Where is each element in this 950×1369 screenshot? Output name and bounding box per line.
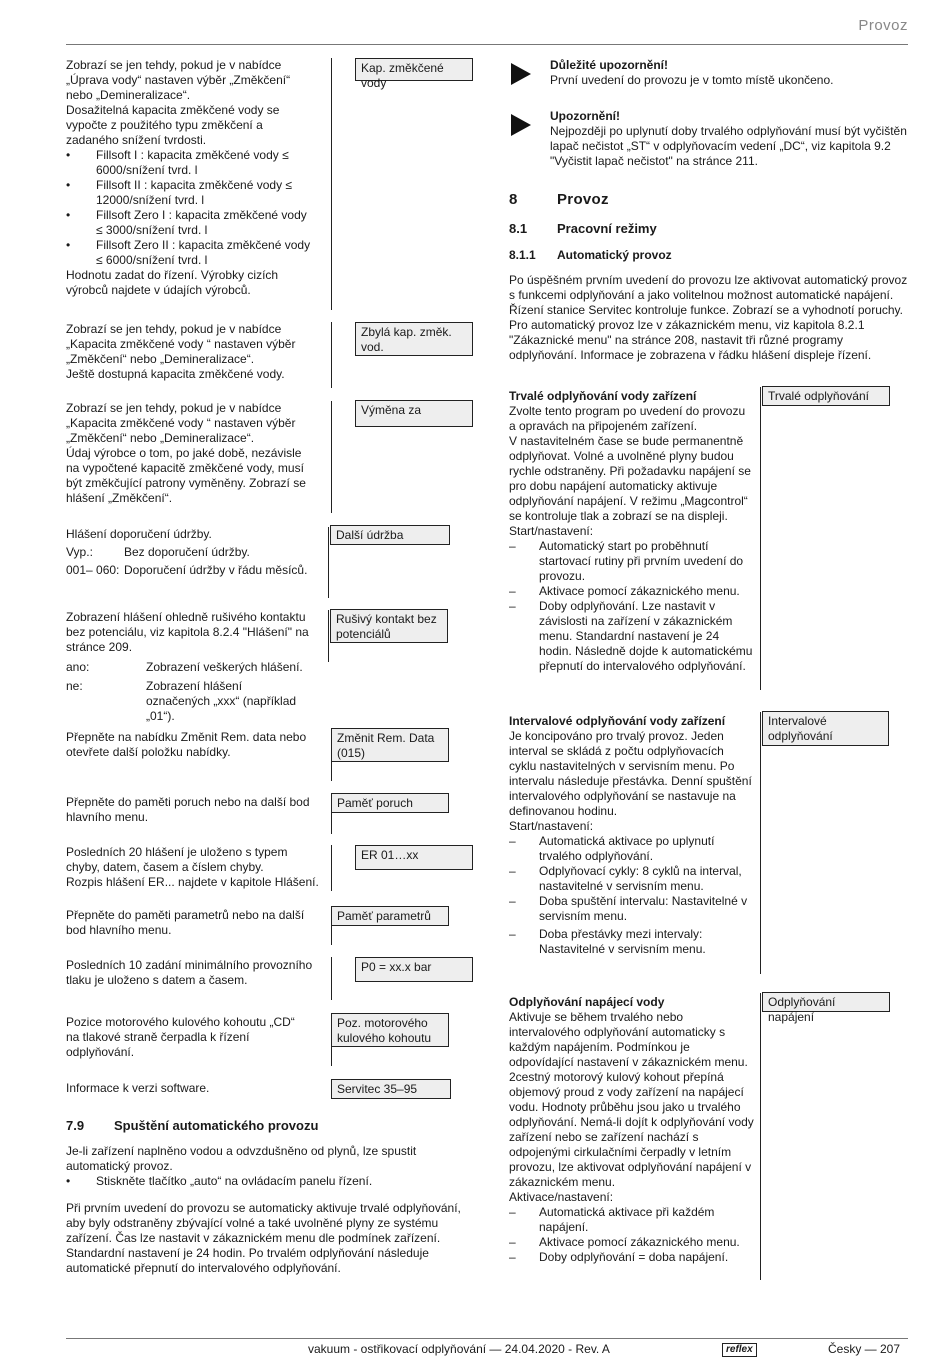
- row-divider: [331, 957, 332, 1000]
- block-trvale: [509, 389, 754, 674]
- list-item: – Automatická aktivace po uplynutí trvalého odplyňování.: [539, 834, 754, 864]
- list-item: – Aktivace pomocí zákaznického menu.: [539, 584, 754, 599]
- paragraph: Je-li zařízení naplněno vodou a odvzdušněno od plynů, lze spustit automatický provoz.: [66, 1144, 417, 1173]
- paragraph: Při prvním uvedení do provozu se automaticky aktivuje trvalé odplyňování, aby byly odstraněny zbývající volné a také uvolněné plyny ze systému zařízení. Čas lze nastavit v zákaznickém menu dle podmínek zařízení. Standardní nastavení je 24 hodin. Po trvalém odplyňování následuje automatické přepnutí do intervalového odplyňování.: [66, 1201, 461, 1275]
- list-item: – Aktivace pomocí zákaznického menu.: [539, 1235, 754, 1250]
- section-heading-8-1: [509, 221, 657, 236]
- paragraph: Start/nastavení:: [509, 819, 594, 833]
- block-title: Odplyňování napájecí vody: [509, 995, 665, 1009]
- footer-rule: [66, 1338, 908, 1339]
- dash-list: [509, 834, 754, 957]
- definition-term: Vyp.:: [66, 545, 93, 559]
- notice-title: Upozornění!: [550, 109, 620, 123]
- row-er-text: [66, 845, 321, 890]
- menu-label-dalsi-udrzba: Další údržba: [330, 525, 450, 545]
- list-item: – Doba spuštění intervalu: Nastavitelné v servisním menu.: [539, 894, 754, 924]
- menu-label-servitec: Servitec 35–95: [331, 1079, 451, 1099]
- row-divider: [331, 322, 332, 388]
- footer-doc-title: vakuum - ostřikovací odplyňování — 24.04.2020 - Rev. A: [308, 1342, 610, 1356]
- list-item: – Odplyňovací cykly: 8 cyklů na interval, nastavitelné v servisním menu.: [539, 864, 754, 894]
- chapter-heading-8: [509, 192, 609, 207]
- definition-term: ano:: [66, 660, 90, 674]
- row-zbyla-kap-text: [66, 322, 316, 382]
- row-p0-text: [66, 958, 316, 988]
- row-rusivy-kontakt-text: [66, 610, 321, 724]
- dash-list: [509, 539, 754, 674]
- notice-upozorneni: [550, 109, 915, 169]
- definition-desc: Doporučení údržby v řádu měsíců.: [124, 563, 308, 577]
- footer-page-number: Česky — 207: [828, 1342, 901, 1356]
- row-divider: [328, 527, 329, 598]
- paragraph: Posledních 20 hlášení je uloženo s typem chyby, datem, časem a číslem chyby.: [66, 845, 288, 874]
- definition-row: [66, 545, 316, 560]
- row-divider: [328, 610, 329, 662]
- paragraph: Ještě dostupná kapacita změkčené vody.: [66, 367, 285, 381]
- notice-text: Nejpozději po uplynutí doby trvalého odplyňování musí být vyčištěn lapač nečistot „ST“ v odplyňovacím vedení „DC“, viz kapitola 9.2 "Vyčistit lapač nečistot" na stránce 211.: [550, 124, 907, 168]
- header-section-title: Provoz: [858, 17, 908, 34]
- paragraph: Aktivace/nastavení:: [509, 1190, 614, 1204]
- list-item: – Automatická aktivace při každém napájení.: [539, 1205, 754, 1235]
- paragraph: Rozpis hlášení ER... najdete v kapitole Hlášení.: [66, 875, 319, 889]
- paragraph: Dosažitelná kapacita změkčené vody se vypočte z použitého typu změkčení a zadaného snížení tvrdosti.: [66, 103, 280, 147]
- menu-label-kap-zmekcene: Kap. změkčené vody: [355, 58, 473, 81]
- list-item: • Fillsoft Zero II : kapacita změkčené vody ≤ 6000/snížení tvrd. l: [96, 238, 316, 268]
- intro-text: [509, 273, 909, 363]
- bullet-list: [66, 1174, 466, 1189]
- definition-term: ne:: [66, 679, 83, 693]
- list-item: • Fillsoft I : kapacita změkčené vody ≤ 6000/snížení tvrd. l: [96, 148, 316, 178]
- notice-important: [550, 58, 910, 88]
- definition-term: 001– 060:: [66, 563, 120, 577]
- row-servitec-text: [66, 1081, 316, 1096]
- menu-label-pamet-parametru: Paměť parametrů: [331, 906, 449, 926]
- definition-desc: Zobrazení veškerých hlášení.: [146, 660, 303, 674]
- paragraph: Přepněte do paměti poruch nebo na další bod hlavního menu.: [66, 795, 310, 824]
- row-divider: [760, 993, 761, 1280]
- paragraph: Je koncipováno pro trvalý provoz. Jeden interval se skládá z počtu odplyňovacích cyklu nastavitelných v servisním menu. Po intervalu následuje přestávka. Denní spuštění intervalového odplyňování se nastavuje na definovanou hodinu.: [509, 729, 752, 818]
- row-pamet-poruch-text: [66, 795, 316, 825]
- row-vymena-text: [66, 401, 316, 506]
- section-number: 7.9: [66, 1118, 85, 1133]
- block-title: Trvalé odplyňování vody zařízení: [509, 389, 697, 403]
- section-7-9-body: [66, 1144, 466, 1276]
- chapter-title: Provoz: [557, 191, 609, 208]
- paragraph: Zobrazí se jen tehdy, pokud je v nabídce „Kapacita změkčené vody “ nastaven výběr „Změkčení“ nebo „Demineralizace“.: [66, 322, 296, 366]
- reflex-logo: reflex: [722, 1343, 757, 1357]
- list-item: – Doba přestávky mezi intervaly: Nastavitelné v servisním menu.: [539, 927, 754, 957]
- list-item: – Doby odplyňování = doba napájení.: [539, 1250, 754, 1265]
- row-divider: [331, 58, 332, 310]
- paragraph: Po úspěšném prvním uvedení do provozu lze aktivovat automatický provoz s funkcemi odplyňování a jako volitelnou možnost automatické napájení. Řízení stanice Servitec kontroluje funkce. Zobrazí se a vyhodnotí poruchy.: [509, 273, 908, 317]
- row-pamet-parametru-text: [66, 908, 316, 938]
- section-number: 8.1: [509, 221, 528, 236]
- definition-desc: Zobrazení hlášení označených „xxx“ (například „01“).: [146, 679, 297, 723]
- section-heading-8-1-1: [509, 248, 672, 263]
- list-item: – Doby odplyňování. Lze nastavit v závislosti na zařízení v zákaznickém menu. Standardní nastavení je 24 hodin. Následně dojde k automatickému přepnutí do intervalového odplyňování.: [539, 599, 754, 674]
- list-item: • Fillsoft Zero I : kapacita změkčené vody ≤ 3000/snížení tvrd. l: [96, 208, 316, 238]
- list-item: • Stiskněte tlačítko „auto“ na ovládacím panelu řízení.: [96, 1174, 466, 1189]
- row-divider: [760, 712, 761, 974]
- paragraph: Zobrazí se jen tehdy, pokud je v nabídce „Úprava vody“ nastaven výběr „Změkčení“ nebo „Demineralizace“.: [66, 58, 291, 102]
- warning-arrow-icon: [511, 63, 531, 85]
- list-item: • Fillsoft II : kapacita změkčené vody ≤ 12000/snížení tvrd. l: [96, 178, 316, 208]
- menu-label-p0: P0 = xx.x bar: [355, 957, 473, 982]
- row-kap-zmekcene-text: [66, 58, 316, 298]
- menu-label-er: ER 01…xx: [355, 845, 473, 870]
- menu-label-zmenit-rem: Změnit Rem. Data (015): [331, 728, 449, 762]
- row-dalsi-udrzba-text: [66, 527, 316, 578]
- paragraph: Zobrazí se jen tehdy, pokud je v nabídce „Kapacita změkčené vody “ nastaven výběr „Změkčení“ nebo „Demineralizace“.: [66, 401, 296, 445]
- block-napajeni: [509, 995, 754, 1265]
- paragraph: Pro automatický provoz lze v zákaznickém menu, viz kapitola 8.2.1 "Zákaznické menu" na stránce 208, nastavit tři různé programy odplyňování. Informace je zobrazena v řádku hlášení displeje řízení.: [509, 318, 872, 362]
- section-title: Pracovní režimy: [557, 221, 657, 236]
- row-divider: [331, 401, 332, 513]
- paragraph: Informace k verzi software.: [66, 1081, 210, 1095]
- section-title: Spuštění automatického provozu: [114, 1118, 319, 1133]
- paragraph: Zobrazení hlášení ohledně rušivého kontaktu bez potenciálu, viz kapitola 8.2.4 "Hlášení" na stránce 209.: [66, 610, 309, 654]
- paragraph: Hodnotu zadat do řízení. Výrobky cizích výrobců najdete v údajích výrobců.: [66, 268, 279, 297]
- paragraph: Posledních 10 zadání minimálního provozního tlaku je uloženo s datem a časem.: [66, 958, 313, 987]
- menu-label-intervalove: Intervalové odplyňování: [762, 711, 889, 746]
- section-number: 8.1.1: [509, 248, 536, 262]
- definition-row: [66, 679, 321, 724]
- menu-label-zbyla-kap: Zbylá kap. změk. vod.: [355, 322, 473, 356]
- row-poz-motor-text: [66, 1015, 311, 1060]
- dash-list: [509, 1205, 754, 1265]
- definition-row: [66, 563, 316, 578]
- menu-label-trvale: Trvalé odplyňování: [762, 386, 890, 406]
- definition-row: [66, 660, 321, 675]
- row-zmenit-rem-text: [66, 730, 311, 760]
- menu-label-poz-motor: Poz. motorového kulového kohoutu: [331, 1013, 449, 1047]
- paragraph: Aktivuje se během trvalého nebo intervalového odplyňování automaticky s každým napájením. Podmínkou je odpovídající nastavení v zákaznickém menu.: [509, 1010, 748, 1069]
- menu-label-napajeni: Odplyňování napájení: [762, 992, 890, 1012]
- block-title: Intervalové odplyňování vody zařízení: [509, 714, 726, 728]
- paragraph: 2cestný motorový kulový kohout přepíná objemový proud z vody zařízení na napájecí vodu. Hodnoty průběhu jsou jako u trvalého odplyňování. Nemá-li dojít k odplyňování vody zařízení nebo se zařízení nachází s odpojenými cirkulačními čerpadly v letním provozu, lze aktivovat odplyňování napájení v zákaznickém menu.: [509, 1070, 754, 1189]
- row-divider: [760, 387, 761, 690]
- paragraph: Start/nastavení:: [509, 524, 594, 538]
- chapter-number: 8: [509, 191, 518, 208]
- paragraph: Přepněte na nabídku Změnit Rem. data nebo otevřete další položku nabídky.: [66, 730, 307, 759]
- warning-arrow-icon: [511, 114, 531, 136]
- row-divider: [331, 845, 332, 891]
- menu-label-pamet-poruch: Paměť poruch: [331, 793, 449, 813]
- paragraph: Zvolte tento program po uvedení do provozu a opravách na připojeném zařízení.: [509, 404, 746, 433]
- definition-desc: Bez doporučení údržby.: [124, 545, 250, 559]
- menu-label-vymena-za: Výměna za: [355, 400, 473, 427]
- section-heading-7-9: [66, 1118, 486, 1133]
- bullet-list: [66, 148, 316, 268]
- section-title: Automatický provoz: [557, 248, 672, 262]
- menu-label-rusivy-kontakt: Rušivý kontakt bez potenciálů: [330, 609, 448, 643]
- paragraph: Přepněte do paměti parametrů nebo na další bod hlavního menu.: [66, 908, 305, 937]
- header-rule: [66, 44, 908, 45]
- block-intervalove: [509, 714, 754, 957]
- notice-title: Důležité upozornění!: [550, 58, 668, 72]
- notice-text: První uvedení do provozu je v tomto místě ukončeno.: [550, 73, 834, 87]
- paragraph: Hlášení doporučení údržby.: [66, 527, 212, 541]
- paragraph: Údaj výrobce o tom, po jaké době, nezávisle na vypočtené kapacitě změkčené vody, musí být změkčující patrony vyměněny. Zobrazí se hlášení „Změkčení“.: [66, 446, 306, 505]
- paragraph: V nastavitelném čase se bude permanentně odplyňovat. Volné a uvolněné plyny budou rychle odstraněny. Při požadavku napájení se pro dobu napájení automaticky aktivuje odplyňování napájení. V režimu „Magcontrol“ se kontroluje tlak a zobrazí se na displeji.: [509, 434, 751, 523]
- paragraph: Pozice motorového kulového kohoutu „CD“ na tlakové straně čerpadla k řízení odplyňování.: [66, 1015, 295, 1059]
- list-item: – Automatický start po proběhnutí startovací rutiny při prvním uvedení do provozu.: [539, 539, 754, 584]
